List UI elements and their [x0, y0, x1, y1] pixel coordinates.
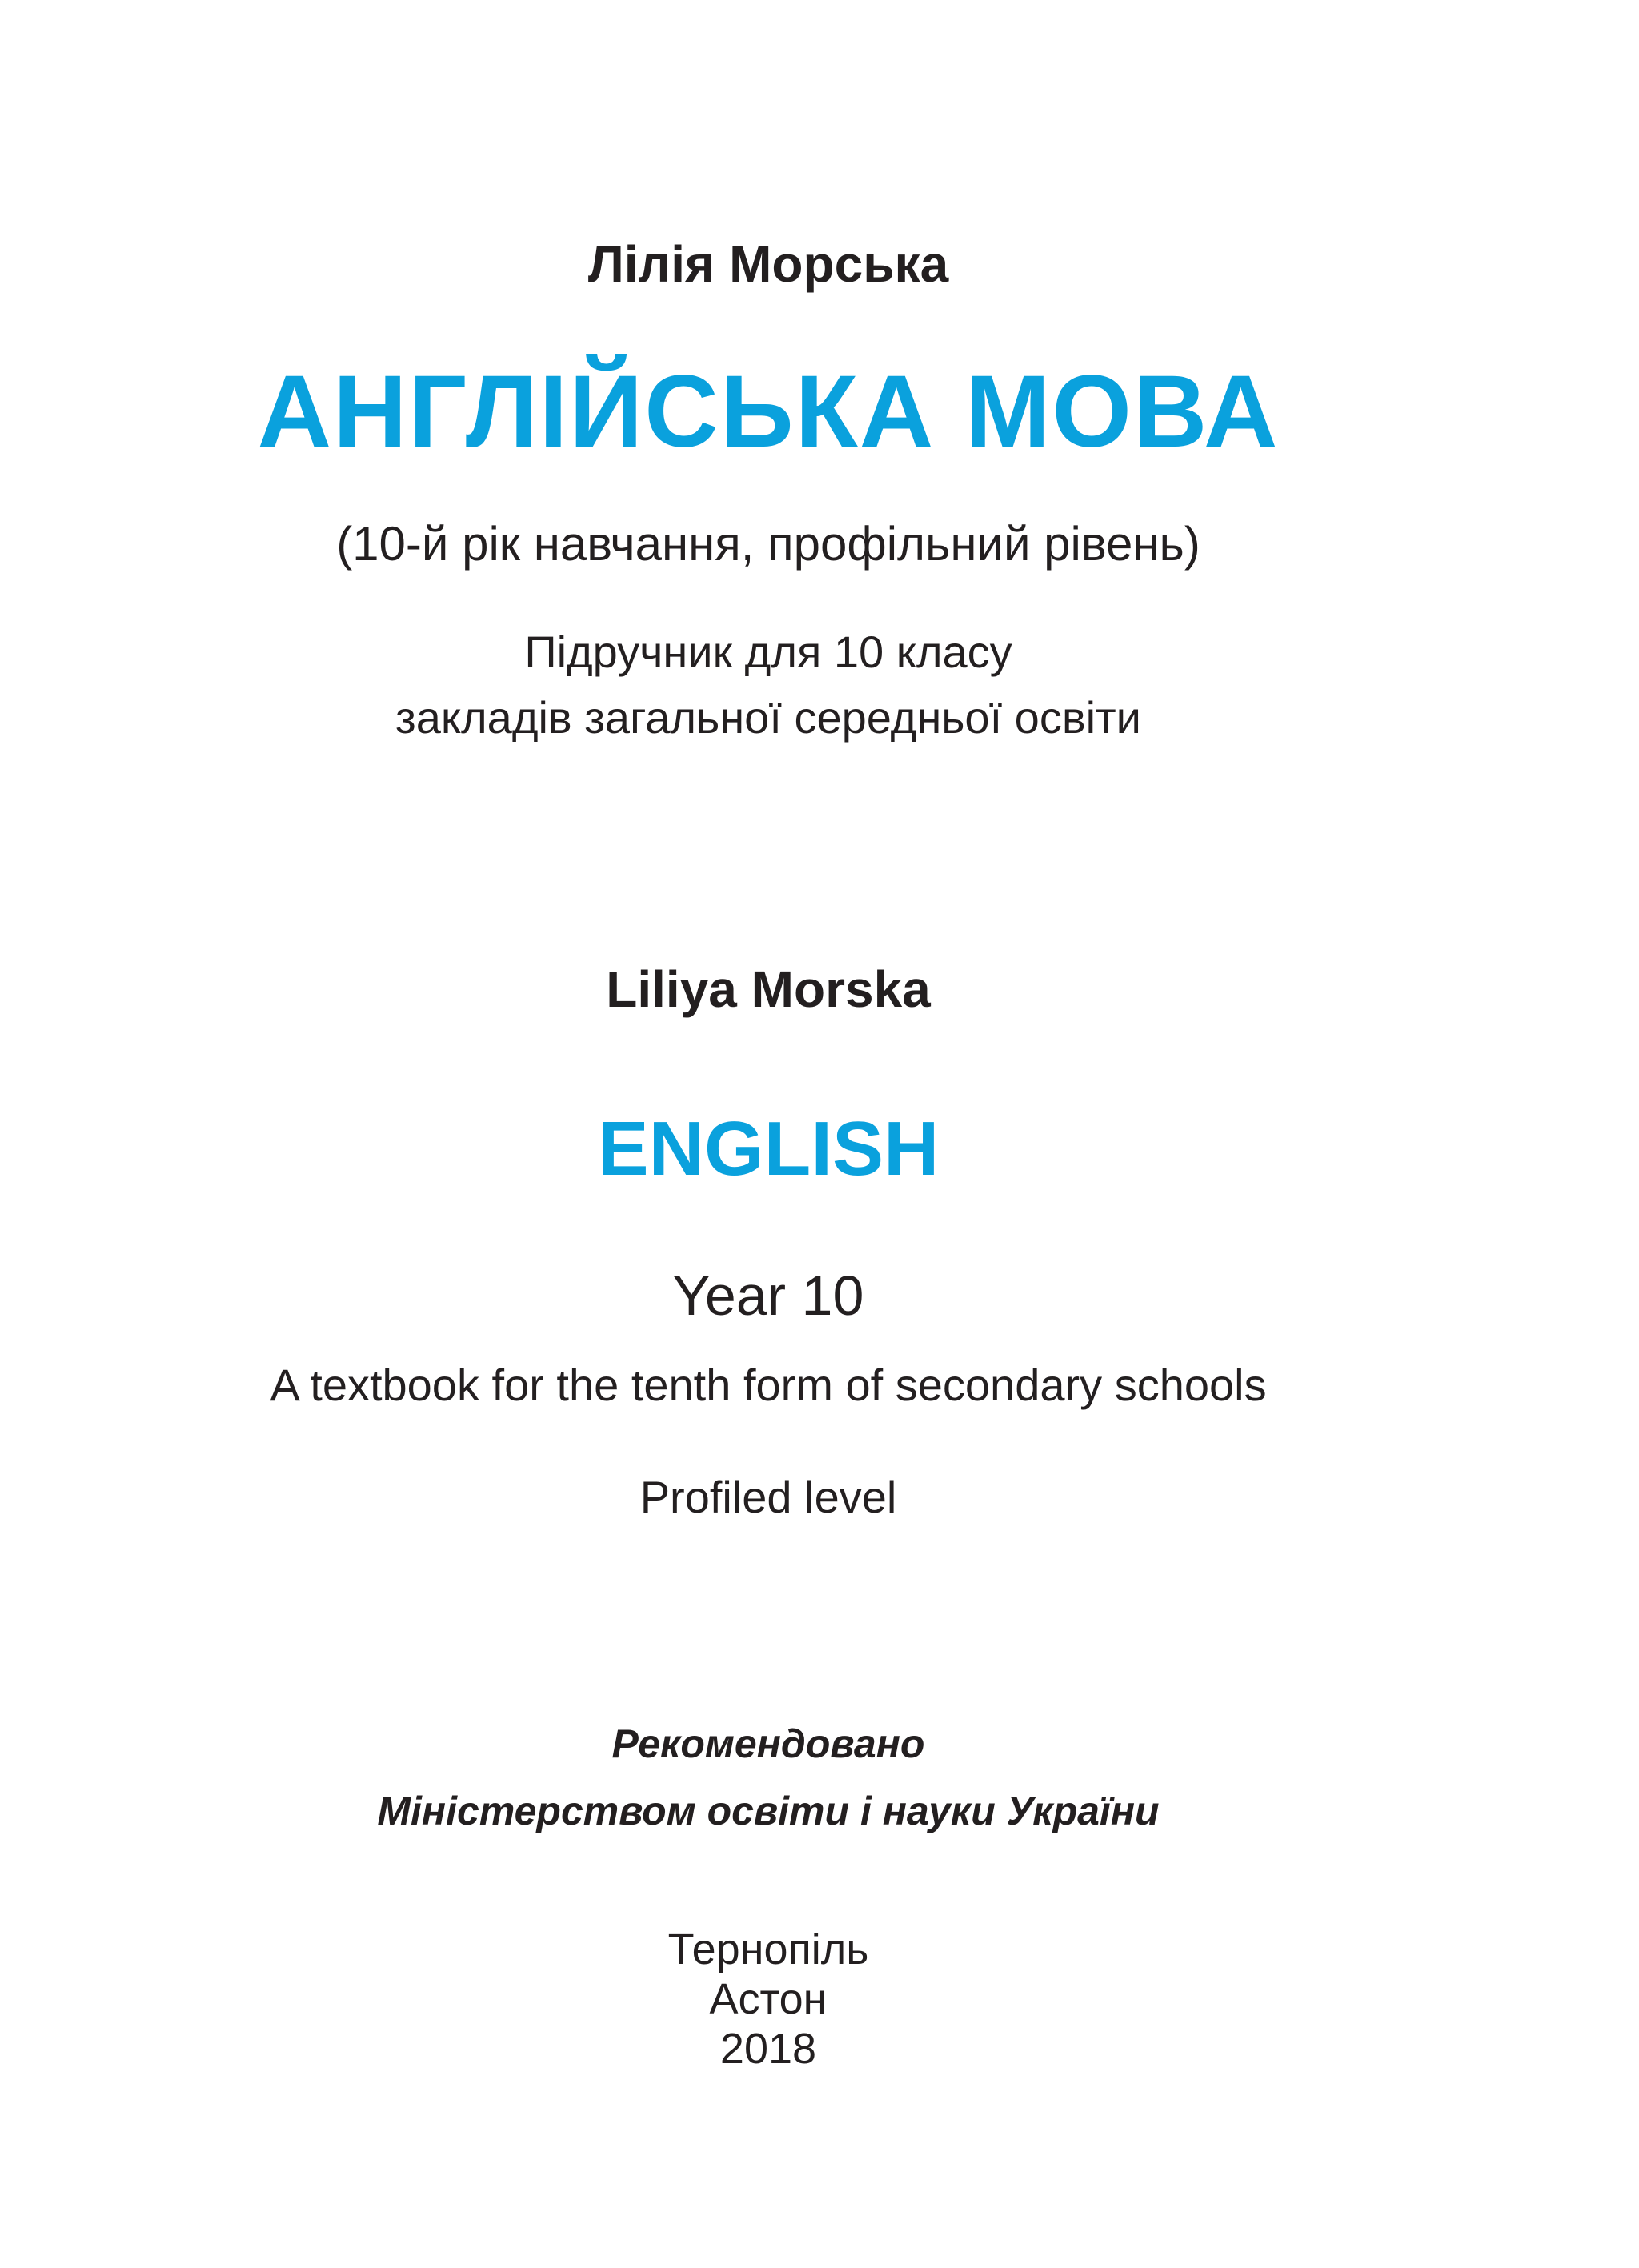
publisher-name: Астон	[709, 1975, 828, 2023]
publisher-city: Тернопіль	[667, 1925, 869, 1973]
book-description-ukrainian-line-1: Підручник для 10 класу	[524, 627, 1012, 677]
book-description-english: A textbook for the tenth form of secondary schools	[270, 1360, 1267, 1410]
book-year-english: Year 10	[672, 1264, 864, 1327]
book-level-english: Profiled level	[639, 1472, 897, 1522]
publication-year: 2018	[719, 2025, 817, 2073]
author-name-english: Liliya Morska	[606, 960, 931, 1018]
author-name-ukrainian: Лілія Морська	[587, 235, 949, 293]
book-description-ukrainian-line-2: закладів загальної середньої освіти	[395, 692, 1141, 743]
recommendation-line-1: Рекомендовано	[611, 1721, 925, 1766]
recommendation-line-2: Міністерством освіти і науки України	[377, 1789, 1160, 1833]
book-title-ukrainian: АНГЛІЙСЬКА МОВА	[257, 355, 1280, 469]
book-title-english: ENGLISH	[597, 1106, 940, 1192]
book-subtitle-ukrainian: (10-й рік навчання, профільний рівень)	[336, 517, 1200, 571]
